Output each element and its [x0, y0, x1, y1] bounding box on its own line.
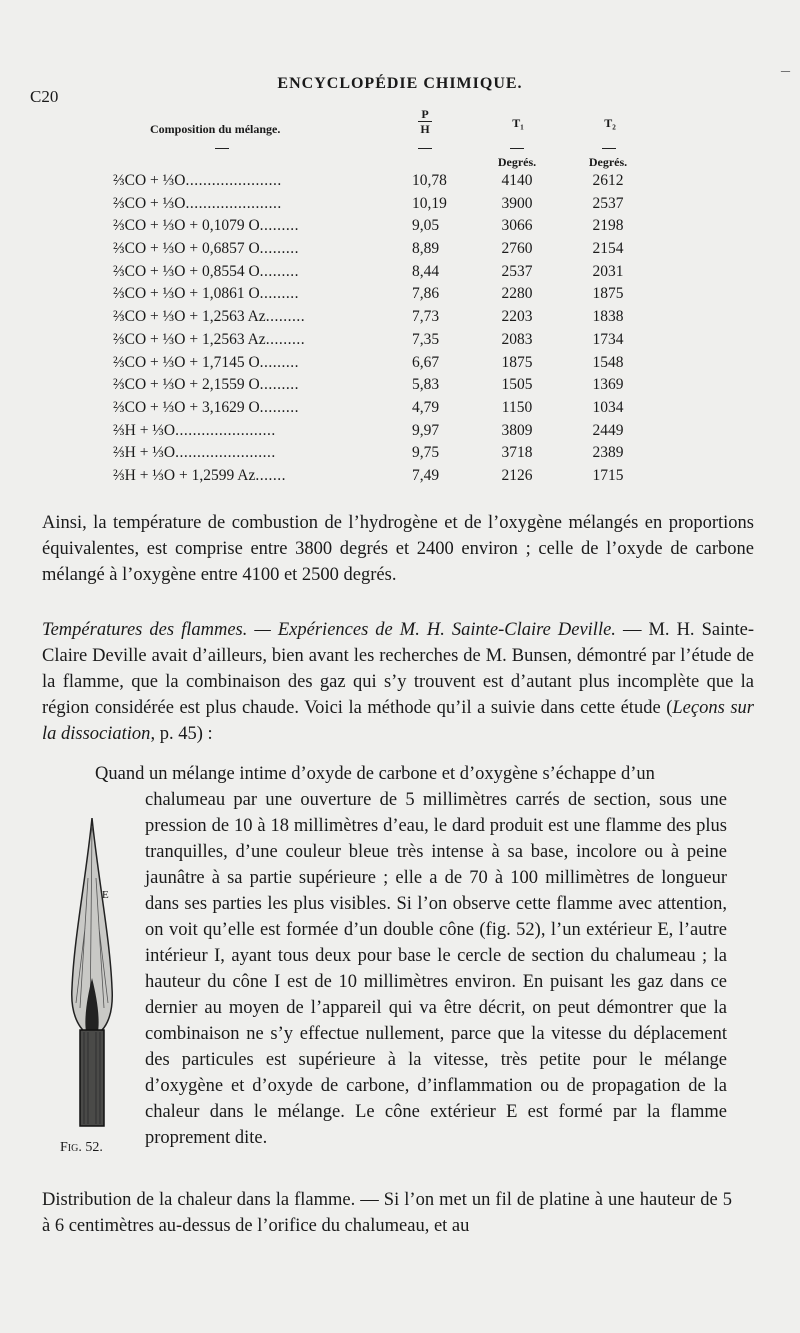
ratio-numerator: P	[421, 107, 429, 121]
header-dash	[602, 148, 616, 149]
leader-dots: .........	[265, 308, 306, 326]
ratio-cell: 7,49	[412, 466, 440, 484]
ratio-denominator: H	[420, 122, 430, 136]
composition-cell	[113, 217, 299, 235]
quote-body: chalumeau par une ouverture de 5 millimètres carrés de section, sous une pression de 10 à 18 millimètres d’eau, le dard produit est une flamme des plus tranquilles, d’une couleur bleue très intense à sa base, incolore ou à peine jaunâtre à sa partie supérieure ; elle a de 70 à 100 millimètres de longueur dans ses parties les plus visibles. Si l’on observe cette flamme avec attention, on voit qu’elle est formée d’un double cône (fig. 52), l’un extérieur E, l’autre intérieur I, ayant tous deux pour base le cercle de section du chalumeau ; la hauteur du cône I est de 10 millimètres environ. En puisant les gaz dans ce dernier au moyen de l’appareil qui va être décrit, on peut démontrer que la combinaison ne s’y effectue nullement, parce que la vitesse du déplacement des particules est supérieure à la vitesse, très petite pour le mélange d’oxygène et d’oxyde de carbone, d’inflammation ou de propagation de la chaleur dans le mélange. Le cône extérieur E est formé par la flamme proprement dite.	[145, 790, 727, 1148]
ratio-cell: 9,05	[412, 217, 440, 235]
quote-first-line: Quand un mélange intime d’oxyde de carbone et d’oxygène s’échappe d’un	[95, 764, 655, 784]
header-dash	[215, 148, 229, 149]
leader-dots: .......	[255, 466, 286, 484]
leader-dots: .........	[259, 285, 300, 303]
leader-dots: .........	[259, 376, 300, 394]
composition-cell	[113, 422, 276, 440]
composition-formula: ⅔H + ⅓O + 1,2599 Az	[113, 466, 256, 484]
bleed-through-mark: –	[781, 60, 790, 80]
reference-title: Leçons sur la dissociation	[42, 698, 754, 744]
t1-cell: 4140	[501, 172, 533, 189]
t2-cell: 1548	[592, 353, 624, 371]
ratio-cell: 9,75	[412, 444, 440, 462]
t1-cell: 3066	[501, 217, 533, 235]
ratio-cell: 6,67	[412, 353, 440, 371]
t1-cell: 3900	[501, 194, 533, 212]
unit-t2: Degrés.	[588, 155, 628, 169]
t1-cell: 1875	[501, 353, 533, 371]
composition-formula: ⅔H + ⅓O	[113, 444, 176, 462]
t2-cell: 2389	[592, 444, 624, 462]
table-row	[0, 195, 800, 218]
composition-cell	[113, 172, 282, 190]
running-title: ENCYCLOPÉDIE CHIMIQUE.	[277, 75, 523, 92]
t1-cell: 3809	[501, 421, 533, 439]
ratio-cell: 8,44	[412, 262, 440, 280]
flame-cone-figure	[60, 818, 126, 1128]
leader-dots: .......................	[175, 421, 276, 439]
ratio-cell: 10,78	[412, 172, 447, 189]
paragraph-section-intro	[42, 617, 754, 747]
composition-formula: ⅔CO + ⅓O + 1,7145 O	[113, 353, 260, 371]
t2-cell: 2154	[592, 240, 624, 258]
header-dash	[418, 148, 432, 149]
t1-cell: 2760	[501, 240, 533, 258]
composition-formula: ⅔CO + ⅓O + 0,6857 O	[113, 240, 260, 258]
t2-cell: 1369	[592, 376, 624, 394]
composition-cell	[113, 399, 299, 417]
composition-cell	[113, 331, 305, 349]
table-row	[0, 217, 800, 240]
leader-dots: .........	[259, 240, 300, 258]
t2-cell: 1734	[592, 330, 624, 348]
table-header	[0, 108, 800, 170]
table-row	[0, 263, 800, 286]
t2-cell: 2031	[592, 262, 624, 280]
t2-cell: 2537	[592, 194, 624, 212]
composition-cell	[113, 285, 299, 303]
composition-cell	[113, 240, 299, 258]
composition-formula: ⅔CO + ⅓O	[113, 194, 186, 212]
paragraph-heat-distribution: Distribution de la chaleur dans la flamme. — Si l’on met un fil de platine à une hauteur de 5 à 6 centimètres au-dessus de l’orifice du chalumeau, et au	[42, 1190, 732, 1236]
ratio-cell: 5,83	[412, 376, 440, 394]
leader-dots: .........	[259, 262, 300, 280]
t2-cell: 1034	[592, 398, 624, 416]
composition-cell	[113, 467, 286, 485]
table-row	[0, 240, 800, 263]
table-row	[0, 399, 800, 422]
t2-cell: 1715	[592, 466, 624, 484]
table-row	[0, 467, 800, 490]
ratio-cell: 9,97	[412, 421, 440, 439]
paragraph-conclusion: Ainsi, la température de combustion de l’hydrogène et de l’oxygène mélangés en proportions équivalentes, est comprise entre 3800 degrés et 2400 environ ; celle de l’oxyde de carbone mélangé à l’oxygène entre 4100 et 2500 degrés.	[42, 513, 754, 585]
t1-cell: 3718	[501, 444, 533, 462]
composition-formula: ⅔CO + ⅓O + 1,2563 Az	[113, 308, 266, 326]
t2-cell: 1875	[592, 285, 624, 303]
column-header-ratio	[418, 108, 432, 135]
t2-cell: 2612	[592, 172, 624, 189]
data-table	[0, 172, 800, 490]
leader-dots: ......................	[185, 194, 282, 212]
t1-cell: 2280	[501, 285, 533, 303]
ratio-cell: 4,79	[412, 398, 440, 416]
t1-cell: 2537	[501, 262, 533, 280]
composition-formula: ⅔CO + ⅓O	[113, 172, 186, 189]
table-row	[0, 285, 800, 308]
composition-cell	[113, 376, 299, 394]
leader-dots: .........	[265, 330, 306, 348]
t1-cell: 2083	[501, 330, 533, 348]
section-title: Températures des flammes. — Expériences de M. H. Sainte-Claire Deville.	[42, 620, 616, 640]
column-header-t1: T₁	[512, 116, 524, 130]
t1-cell: 1150	[501, 398, 533, 416]
leader-dots: .........	[259, 398, 300, 416]
composition-cell	[113, 195, 282, 213]
ratio-cell: 8,89	[412, 240, 440, 258]
composition-cell	[113, 308, 305, 326]
table-row	[0, 444, 800, 467]
marker-e: E	[102, 889, 109, 901]
t2-cell: 2449	[592, 421, 624, 439]
figure-caption: Fig. 52.	[60, 1140, 103, 1155]
ratio-cell: 7,86	[412, 285, 440, 303]
header-dash	[510, 148, 524, 149]
section-text: — M. H. Sainte-Claire Deville avait d’ailleurs, bien avant les recherches de M. Bunsen, démontré par l’étude de la flamme, que la combinaison des gaz qui s’y trouvent est d’autant plus incomplète que la région considérée est plus chaude. Voici la méthode qu’il a suivie dans cette étude (	[42, 620, 754, 718]
t1-cell: 2126	[501, 466, 533, 484]
composition-formula: ⅔H + ⅓O	[113, 421, 176, 439]
t1-cell: 2203	[501, 308, 533, 326]
t2-cell: 2198	[592, 217, 624, 235]
page-number: C20	[30, 87, 59, 106]
t1-cell: 1505	[501, 376, 533, 394]
table-row	[0, 354, 800, 377]
column-header-composition: Composition du mélange.	[150, 122, 281, 136]
composition-formula: ⅔CO + ⅓O + 1,2563 Az	[113, 330, 266, 348]
leader-dots: .........	[259, 217, 300, 235]
composition-formula: ⅔CO + ⅓O + 1,0861 O	[113, 285, 260, 303]
table-row	[0, 308, 800, 331]
table-row	[0, 422, 800, 445]
composition-formula: ⅔CO + ⅓O + 0,8554 O	[113, 262, 260, 280]
table-row	[0, 331, 800, 354]
composition-cell	[113, 444, 276, 462]
composition-cell	[113, 263, 299, 281]
composition-cell	[113, 354, 299, 372]
column-header-t2: T₂	[604, 116, 616, 130]
ratio-cell: 7,35	[412, 330, 440, 348]
composition-formula: ⅔CO + ⅓O + 2,1559 O	[113, 376, 260, 394]
table-row	[0, 376, 800, 399]
table-row	[0, 172, 800, 195]
t2-cell: 1838	[592, 308, 624, 326]
leader-dots: .......................	[175, 444, 276, 462]
ratio-cell: 7,73	[412, 308, 440, 326]
reference-page: , p. 45) :	[150, 724, 213, 744]
composition-formula: ⅔CO + ⅓O + 0,1079 O	[113, 217, 260, 235]
leader-dots: ......................	[185, 172, 282, 189]
leader-dots: .........	[259, 353, 300, 371]
composition-formula: ⅔CO + ⅓O + 3,1629 O	[113, 398, 260, 416]
unit-t1: Degrés.	[497, 155, 537, 169]
ratio-cell: 10,19	[412, 194, 447, 212]
